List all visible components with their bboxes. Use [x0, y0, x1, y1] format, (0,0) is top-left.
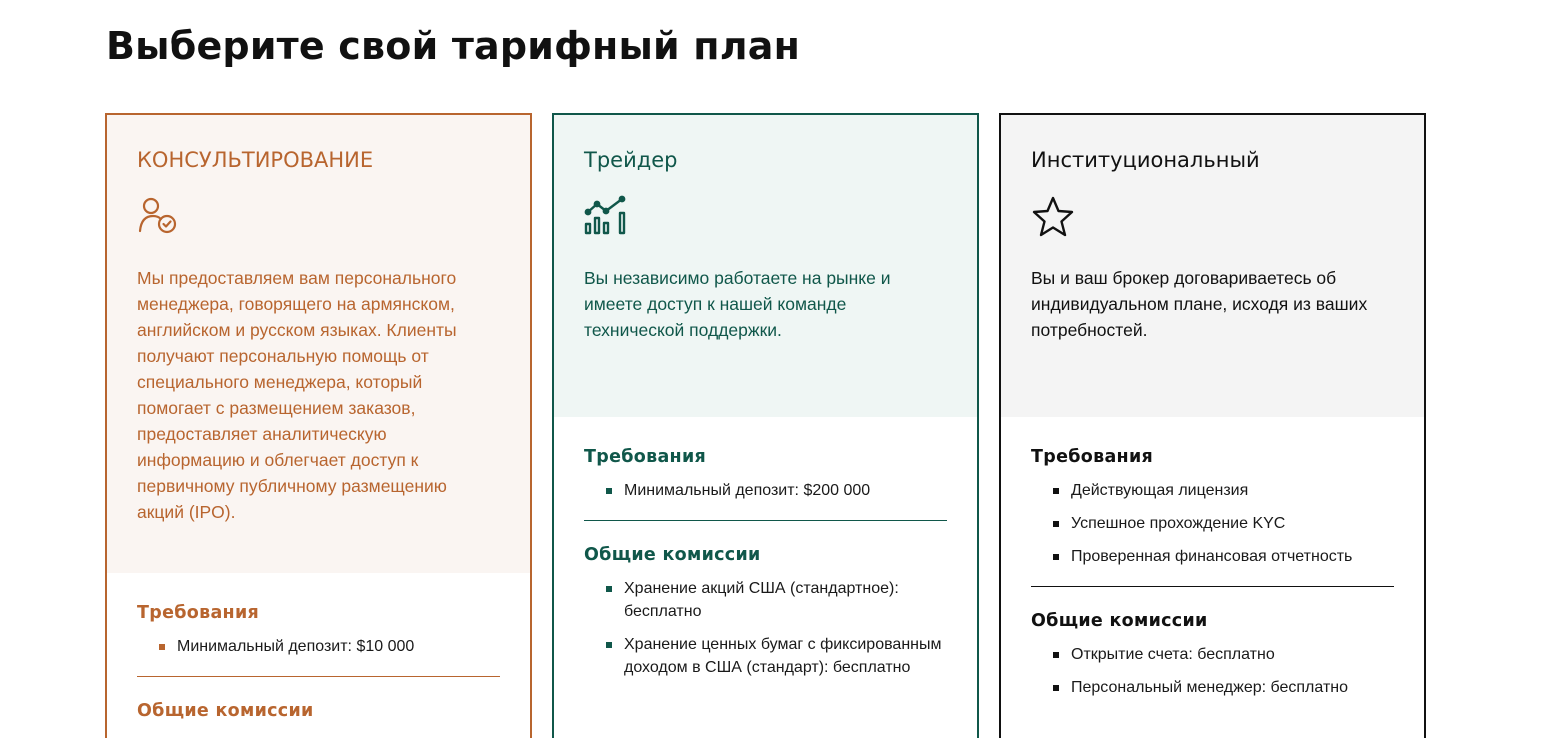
list-item: Открытие счета: бесплатно: [1041, 643, 1394, 666]
list-item: Действующая лицензия: [1041, 479, 1394, 502]
list-item: Проверенная финансовая отчетность: [1041, 545, 1394, 568]
card-description: Мы предоставляем вам персонального менеджера, говорящего на армянском, английском и русском языках. Клиенты получают персональную помощь от специального менеджера, который помогает с размещением заказов, предоставляет аналитическую информацию и облегчает доступ к первичному публичному размещению акций (IPO).: [137, 268, 457, 522]
card-title: Институциональный: [1031, 148, 1260, 172]
divider: [584, 520, 947, 521]
fees-title: Общие комиссии: [137, 701, 314, 721]
list-item: Персональный менеджер: бесплатно: [1041, 676, 1394, 699]
plan-card-institutional[interactable]: [999, 113, 1426, 738]
requirements-list: [1031, 479, 1394, 568]
list-item: Минимальный депозит: $10 000: [147, 635, 500, 658]
page-title: Выберите свой тарифный план: [106, 24, 801, 68]
card-description: Вы и ваш брокер договариваетесь об индивидуальном плане, исходя из ваших потребностей.: [1031, 268, 1368, 340]
card-body: [107, 573, 530, 723]
requirements-title: Требования: [137, 603, 260, 623]
card-description: Вы независимо работаете на рынке и имеете доступ к нашей команде технической поддержки.: [584, 268, 891, 340]
plan-card-consulting[interactable]: [105, 113, 532, 738]
list-item: Хранение ценных бумаг с фиксированным доходом в США (стандарт): бесплатно: [594, 633, 947, 679]
divider: [137, 676, 500, 677]
fees-list: [1031, 643, 1394, 699]
fees-title: Общие комиссии: [1031, 611, 1208, 631]
divider: [1031, 586, 1394, 587]
card-title: Трейдер: [584, 148, 678, 172]
requirements-title: Требования: [1031, 447, 1154, 467]
requirements-list: [137, 635, 500, 658]
user-check-icon: [137, 195, 185, 241]
fees-title: Общие комиссии: [584, 545, 761, 565]
requirements-list: [584, 479, 947, 502]
card-header: [1001, 115, 1424, 417]
chart-growth-icon: [584, 195, 632, 241]
fees-list: [584, 577, 947, 679]
plan-card-trader[interactable]: [552, 113, 979, 738]
star-icon: [1031, 195, 1079, 241]
card-title: КОНСУЛЬТИРОВАНИЕ: [137, 148, 374, 172]
card-header: [107, 115, 530, 573]
card-header: [554, 115, 977, 417]
list-item: Хранение акций США (стандартное): бесплатно: [594, 577, 947, 623]
card-body: [1001, 417, 1424, 699]
plan-cards: [105, 113, 1426, 738]
card-body: [554, 417, 977, 679]
list-item: Успешное прохождение KYC: [1041, 512, 1394, 535]
requirements-title: Требования: [584, 447, 707, 467]
list-item: Минимальный депозит: $200 000: [594, 479, 947, 502]
